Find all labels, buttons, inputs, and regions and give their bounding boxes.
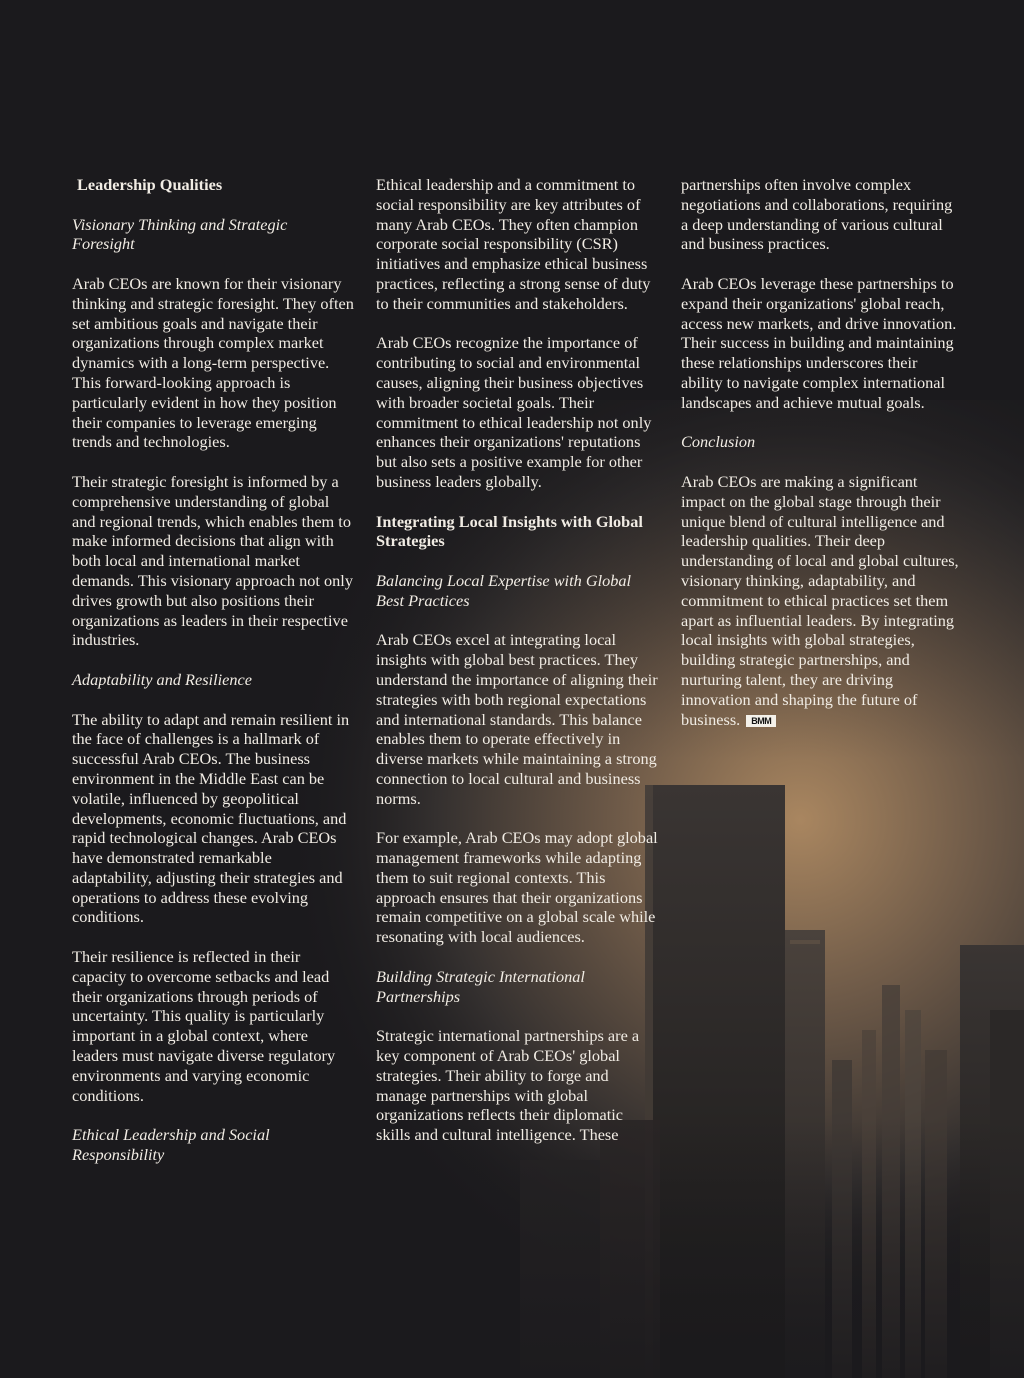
paragraph: Arab CEOs leverage these partnerships to expand their organizations' global reach, access new markets, and drive innovation. Their success in building and maintaining these relationships underscores their ability to navigate complex international landscapes and achieve mutual goals. [681,273,957,412]
paragraph: Arab CEOs recognize the importance of contributing to social and environmental causes, aligning their business objectives with broader societal goals. Their commitment to ethical leadership not only enhances their organizations' reputations but also sets a positive example for other business leaders globally. [376,333,652,491]
paragraph: partnerships often involve complex negotiations and collaborations, requiring a deep understanding of various cultural and business practices. [681,175,953,254]
subheading-strategic-partnerships: Building Strategic International Partnerships [376,966,585,1006]
subheading-balancing-local-expertise: Balancing Local Expertise with Global Best Practices [376,570,632,610]
paragraph: Ethical leadership and a commitment to social responsibility are key attributes of many Arab CEOs. They often champion corporate social responsibility (CSR) initiatives and emphasize ethical business practices, reflecting a strong sense of duty to their communities and stakeholders. [376,175,651,313]
column-3 [681,175,963,749]
paragraph: For example, Arab CEOs may adopt global management frameworks while adapting them to suit regional contexts. This approach ensures that their organizations remain competitive on a global scale while resonating with local audiences. [376,828,658,947]
column-2 [376,175,658,1165]
paragraph: Strategic international partnerships are a key component of Arab CEOs' global strategies. Their ability to forge and manage partnerships with global organizations reflects their diplomatic skills and cultural intelligence. These [376,1026,640,1145]
subheading-conclusion: Conclusion [681,432,756,452]
subheading-adaptability: Adaptability and Resilience [72,669,252,689]
section-heading-integrating-local-insights: Integrating Local Insights with Global Strategies [376,511,643,551]
subheading-ethical-leadership: Ethical Leadership and Social Responsibility [72,1125,270,1165]
conclusion-text: Arab CEOs are making a significant impact on the global stage through their unique blend of cultural intelligence and leadership qualities. Their deep understanding of local and global cultures, visionary thinking, adaptability, and commitment to ethical practices set them apart as influential leaders. By integrating local insights with global strategies, building strategic partnerships, and nurturing talent, they are driving innovation and shaping the future of business. [681,471,959,729]
paragraph: Arab CEOs excel at integrating local insights with global best practices. They understand the importance of aligning their strategies with both regional expectations and international standards. This balance enables them to operate effectively in diverse markets while maintaining a strong connection to local cultural and business norms. [376,630,658,808]
paragraph: Arab CEOs are known for their visionary thinking and strategic foresight. They often set ambitious goals and navigate their organizations through complex market dynamics with a long-term perspective. This forward-looking approach is particularly evident in how they position their companies to leverage emerging trends and technologies. [72,273,354,452]
paragraph: Their resilience is reflected in their capacity to overcome setbacks and lead their organizations through periods of uncertainty. This quality is particularly important in a global context, where leaders must navigate diverse regulatory environments and varying economic conditions. [72,947,336,1105]
subheading-visionary-thinking: Visionary Thinking and Strategic Foresight [72,214,288,254]
paragraph: Their strategic foresight is informed by a comprehensive understanding of global and regional trends, which enables them to make informed decisions that align with both local and international market demands. This visionary approach not only drives growth but also positions their organizations as leaders in their respective industries. [72,471,353,650]
paragraph: The ability to adapt and remain resilient in the face of challenges is a hallmark of successful Arab CEOs. The business environment in the Middle East can be volatile, influenced by geopolitical developments, economic fluctuations, and rapid technological changes. Arab CEOs have demonstrated remarkable adaptability, adjusting their strategies and operations to address these evolving conditions. [72,709,350,927]
paragraph-conclusion [681,472,963,729]
end-mark-logo: BMM [746,715,776,727]
section-heading-leadership-qualities: Leadership Qualities [77,175,223,194]
column-1 [72,175,354,1185]
